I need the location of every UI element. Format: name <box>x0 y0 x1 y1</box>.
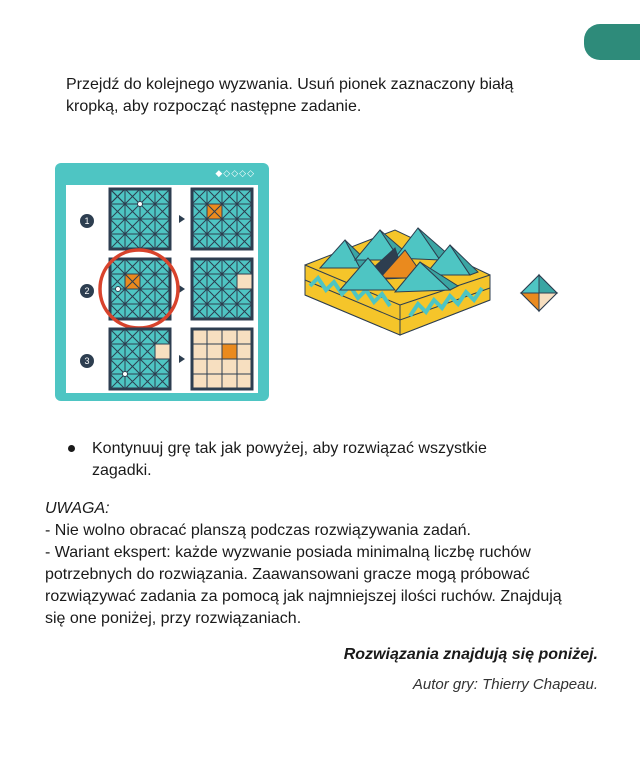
bullet-text: Kontynuuj grę tak jak powyżej, aby rozwiązać wszystkie zagadki. <box>92 440 487 479</box>
bullet-dot-icon <box>68 445 75 452</box>
note-block <box>45 498 585 630</box>
note-line-2: - Wariant ekspert: każde wyzwanie posiada minimalną liczbę ruchów potrzebnych do rozwiązania. Zaawansowani gracze mogą próbować rozwiązywać zadania za pomocą jak najmniejszej ilości ruchów. Znajdują się one poniżej, przy rozwiązaniach. <box>45 544 562 627</box>
card-inner-panel <box>66 185 258 393</box>
bullet-item <box>66 438 536 482</box>
game-box-illustration <box>300 220 495 340</box>
chapter-tab <box>584 24 640 60</box>
solutions-note: Rozwiązania znajdują się poniżej. <box>343 646 598 663</box>
intro-paragraph: Przejdź do kolejnego wyzwania. Usuń pionek zaznaczony białą kropką, aby rozpocząć następne zadanie. <box>66 76 514 115</box>
single-pyramid-piece <box>517 271 561 315</box>
row-number-2: 2 <box>80 284 94 298</box>
author-credit: Autor gry: Thierry Chapeau. <box>412 676 598 693</box>
puzzle-steps-diagram <box>66 185 258 393</box>
row-number-1: 1 <box>80 214 94 228</box>
note-line-1: - Nie wolno obracać planszą podczas rozwiązywania zadań. <box>45 522 471 539</box>
row-number-3: 3 <box>80 354 94 368</box>
note-heading: UWAGA: <box>45 500 110 517</box>
puzzle-instruction-card <box>55 163 269 401</box>
difficulty-indicator: ◆◇◇◇◇ <box>215 169 255 179</box>
